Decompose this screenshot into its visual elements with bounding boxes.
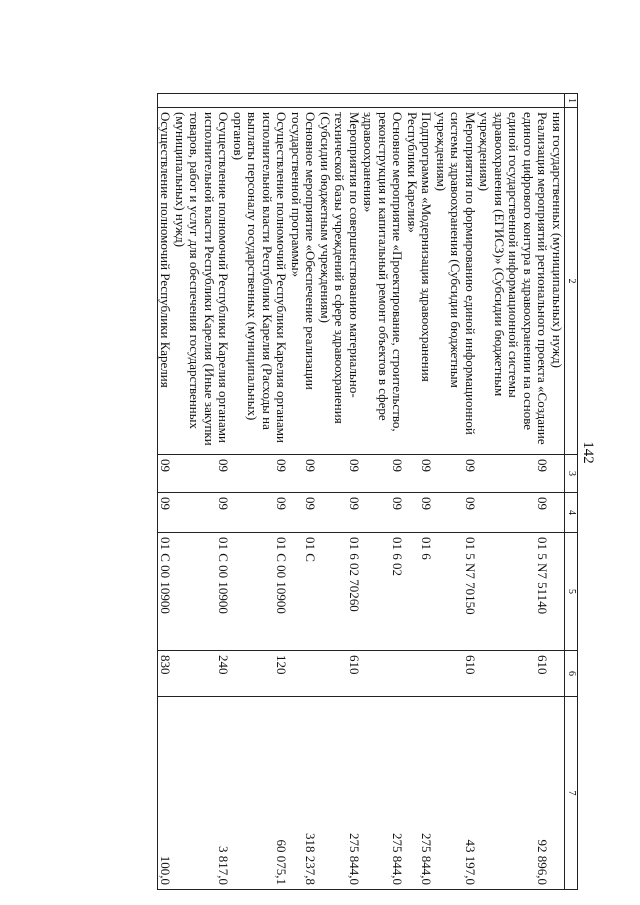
table-row: [289, 94, 318, 890]
row-number-cell: [405, 94, 434, 108]
table-row: [158, 94, 173, 890]
item-name: Осуществление полномочий Республики Карелия органами исполнительной власти Республики Карелия (Иные закупки товаров, работ и услуг для обеспечения государственных (муниципальных) нужд): [173, 108, 231, 455]
table-row: [550, 94, 565, 890]
expense-type-code: [289, 651, 318, 697]
row-number-cell: [289, 94, 318, 108]
table-row: [434, 94, 478, 890]
item-name: Основное мероприятие «Обеспечение реализации государственной программы»: [289, 108, 318, 455]
column-number: 1: [565, 94, 578, 108]
row-number-cell: [434, 94, 478, 108]
item-name: Основное мероприятие «Проектирование, строительство, реконструкция и капитальный ремонт объектов в сфере здравоохранения»: [361, 108, 405, 455]
section-code: 09: [477, 455, 550, 493]
table-row: [361, 94, 405, 890]
amount: 3 817,0: [173, 697, 231, 890]
amount: [550, 697, 565, 890]
table-row: [405, 94, 434, 890]
target-article-code: 01 С 00 10900: [173, 533, 231, 651]
section-code: 09: [361, 455, 405, 493]
table-row: [231, 94, 289, 890]
row-number-cell: [477, 94, 550, 108]
subsection-code: 09: [173, 493, 231, 533]
amount: 92 896,0: [477, 697, 550, 890]
subsection-code: 09: [318, 493, 362, 533]
page-number: 142: [580, 441, 596, 464]
expense-type-code: 240: [173, 651, 231, 697]
item-name: Мероприятия по формированию единой информационной системы здравоохранения (Субсидии бюджетным учреждениям): [434, 108, 478, 455]
item-name: ния государственных (муниципальных) нужд): [550, 108, 565, 455]
section-code: [550, 455, 565, 493]
expense-type-code: [361, 651, 405, 697]
target-article-code: 01 С: [289, 533, 318, 651]
row-number-cell: [173, 94, 231, 108]
amount: 275 844,0: [361, 697, 405, 890]
section-code: 09: [434, 455, 478, 493]
target-article-code: 01 5 N7 70150: [434, 533, 478, 651]
amount: 43 197,0: [434, 697, 478, 890]
target-article-code: 01 6 02: [361, 533, 405, 651]
item-name: Осуществление полномочий Республики Карелия: [158, 108, 173, 455]
column-number: 2: [565, 108, 578, 455]
target-article-code: 01 6: [405, 533, 434, 651]
column-number: 7: [565, 697, 578, 890]
target-article-code: [550, 533, 565, 651]
section-code: 09: [173, 455, 231, 493]
subsection-code: 09: [434, 493, 478, 533]
budget-table: [157, 93, 578, 890]
subsection-code: 09: [405, 493, 434, 533]
column-number: 6: [565, 651, 578, 697]
column-number-row: [565, 94, 578, 890]
amount: 275 844,0: [405, 697, 434, 890]
amount: 100,0: [158, 697, 173, 890]
subsection-code: 09: [477, 493, 550, 533]
target-article-code: 01 С 00 10900: [158, 533, 173, 651]
item-name: Осуществление полномочий Республики Карелия органами исполнительной власти Республики Карелия (Расходы на выплаты персоналу государственных (муниципальных) органов): [231, 108, 289, 455]
column-number: 3: [565, 455, 578, 493]
column-number: 4: [565, 493, 578, 533]
row-number-cell: [158, 94, 173, 108]
row-number-cell: [231, 94, 289, 108]
expense-type-code: 120: [231, 651, 289, 697]
expense-type-code: 830: [158, 651, 173, 697]
table-row: [477, 94, 550, 890]
section-code: 09: [318, 455, 362, 493]
expense-type-code: 610: [434, 651, 478, 697]
target-article-code: 01 5 N7 51140: [477, 533, 550, 651]
row-number-cell: [550, 94, 565, 108]
target-article-code: 01 6 02 70260: [318, 533, 362, 651]
table-row: [318, 94, 362, 890]
expense-type-code: 610: [477, 651, 550, 697]
section-code: 09: [289, 455, 318, 493]
item-name: Мероприятия по совершенствованию материально-технической базы учреждений в сфере здравоохранения (Субсидии бюджетным учреждениям): [318, 108, 362, 455]
expense-type-code: [550, 651, 565, 697]
expense-type-code: [405, 651, 434, 697]
column-number: 5: [565, 533, 578, 651]
subsection-code: [550, 493, 565, 533]
subsection-code: 09: [158, 493, 173, 533]
section-code: 09: [158, 455, 173, 493]
amount: 60 075,1: [231, 697, 289, 890]
section-code: 09: [231, 455, 289, 493]
subsection-code: 09: [231, 493, 289, 533]
item-name: Подпрограмма «Модернизация здравоохранения Республики Карелия»: [405, 108, 434, 455]
subsection-code: 09: [289, 493, 318, 533]
section-code: 09: [405, 455, 434, 493]
item-name: Реализация мероприятий регионального проекта «Создание единого цифрового контура в здравоохранении на основе единой государственной информационной системы здравоохранения (ЕГИСЗ)» (Субсидии бюджетным учреждениям): [477, 108, 550, 455]
row-number-cell: [318, 94, 362, 108]
amount: 275 844,0: [318, 697, 362, 890]
amount: 318 237,8: [289, 697, 318, 890]
table-row: [173, 94, 231, 890]
row-number-cell: [361, 94, 405, 108]
target-article-code: 01 С 00 10900: [231, 533, 289, 651]
expense-type-code: 610: [318, 651, 362, 697]
table-body: [158, 94, 578, 890]
subsection-code: 09: [361, 493, 405, 533]
